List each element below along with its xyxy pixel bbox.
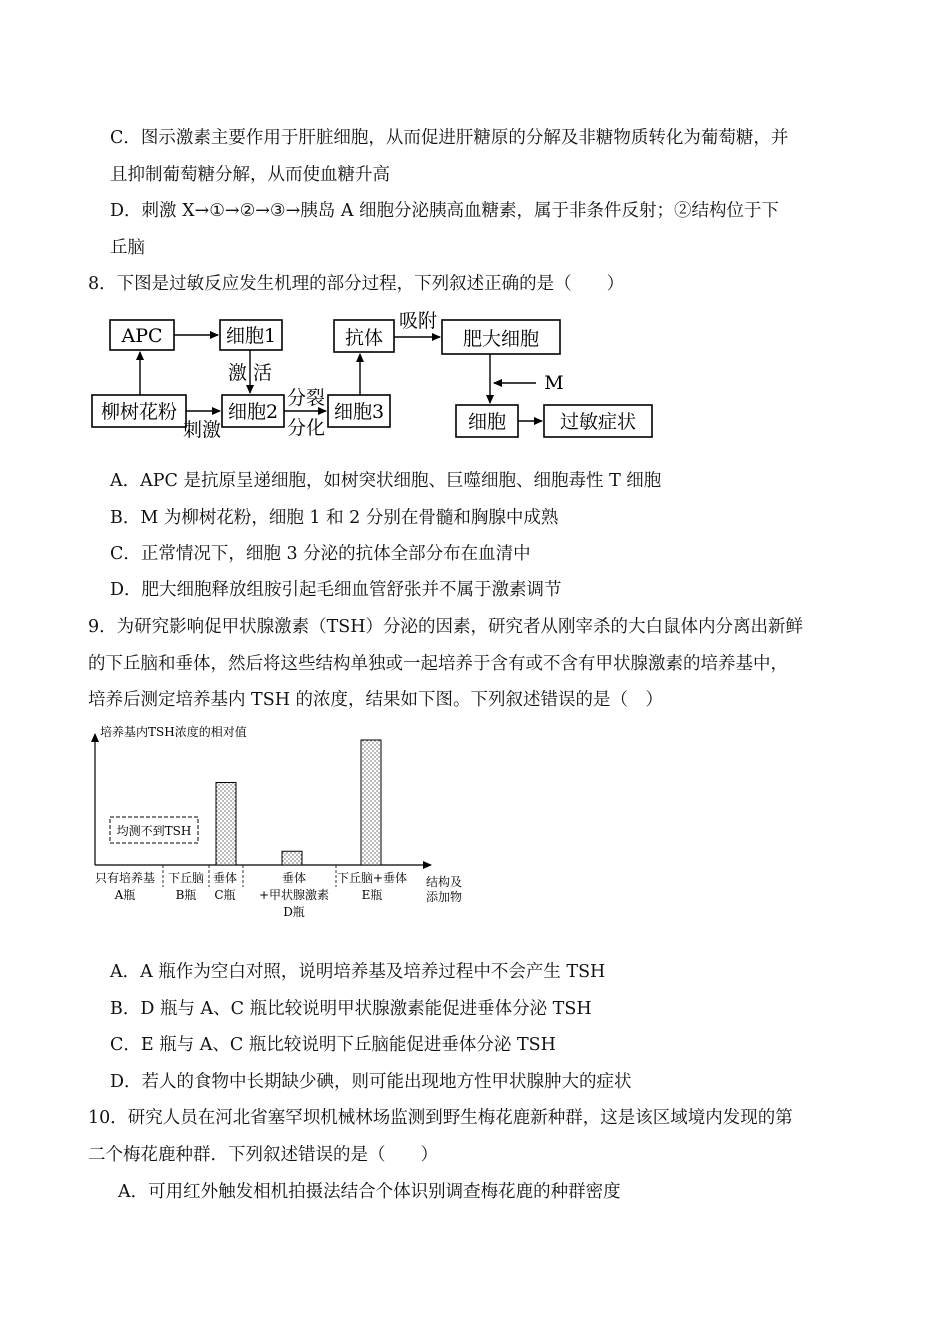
- bar-E瓶: [361, 740, 381, 865]
- q9-stem-line3: 培养后测定培养基内 TSH 的浓度，结果如下图。下列叙述错误的是（ ）: [88, 690, 664, 710]
- q9-stem-line2: 的下丘脑和垂体，然后将这些结构单独或一起培养于含有或不含有甲状腺激素的培养基中，: [88, 654, 788, 674]
- q10-option-a: A．可用红外触发相机拍摄法结合个体识别调查梅花鹿的种群密度: [118, 1182, 621, 1202]
- q10-stem-line1: 10．研究人员在河北省塞罕坝机械林场监测到野生梅花鹿新种群，这是该区域境内发现的第: [88, 1108, 793, 1128]
- allergy-flow-diagram: [88, 310, 668, 445]
- q9-option-a: A．A 瓶作为空白对照，说明培养基及培养过程中不会产生 TSH: [110, 962, 606, 982]
- divide-label: 分裂: [286, 387, 326, 409]
- x-axis-label-line1: 结构及: [426, 875, 463, 889]
- category-label: +甲状腺激素: [258, 888, 330, 902]
- q8-option-a: A．APC 是抗原呈递细胞，如树突状细胞、巨噬细胞、细胞毒性 T 细胞: [110, 471, 662, 491]
- mast-cell-label: 肥大细胞: [462, 328, 540, 350]
- q7-option-c-line1: C．图示激素主要作用于肝脏细胞，从而促进肝糖原的分解及非糖物质转化为葡萄糖，并: [110, 128, 789, 148]
- cell1-label: 细胞1: [225, 325, 277, 347]
- category-label: E瓶: [361, 888, 383, 902]
- q7-option-d-line2: 丘脑: [110, 238, 145, 258]
- m-label: M: [544, 372, 564, 394]
- cell2-label: 细胞2: [227, 401, 279, 423]
- q7-option-d-line1: D．刺激 X→①→②→③→胰岛 A 细胞分泌胰高血糖素，属于非条件反射；②结构位于下: [110, 201, 780, 221]
- q9-stem-line1: 9．为研究影响促甲状腺激素（TSH）分泌的因素，研究者从刚宰杀的大白鼠体内分离出新鲜: [88, 617, 804, 637]
- category-label: 只有培养基: [94, 871, 156, 885]
- antibody-label: 抗体: [344, 327, 384, 349]
- q7-option-c-line2: 且抑制葡萄糖分解，从而使血糖升高: [110, 165, 390, 185]
- q8-option-b: B．M 为柳树花粉，细胞 1 和 2 分别在骨髓和胸腺中成熟: [110, 508, 559, 528]
- activate-label: 激 活: [227, 362, 273, 384]
- category-label: 垂体: [212, 871, 238, 885]
- stimulate-label: 刺激: [182, 419, 222, 441]
- bar-C瓶: [216, 783, 236, 866]
- q9-option-c: C．E 瓶与 A、C 瓶比较说明下丘脑能促进垂体分泌 TSH: [110, 1035, 556, 1055]
- q9-option-d: D．若人的食物中长期缺少碘，则可能出现地方性甲状腺肿大的症状: [110, 1072, 632, 1092]
- q8-option-c: C．正常情况下，细胞 3 分泌的抗体全部分布在血清中: [110, 544, 531, 564]
- category-label: C瓶: [214, 888, 236, 902]
- category-label: A瓶: [114, 888, 136, 902]
- q8-stem: 8．下图是过敏反应发生机理的部分过程，下列叙述正确的是（ ）: [88, 274, 625, 294]
- category-label: 下丘脑: [167, 871, 205, 885]
- y-axis-label: 培养基内TSH浓度的相对值: [100, 725, 247, 739]
- apc-label: APC: [121, 325, 163, 347]
- category-label: 垂体: [281, 871, 307, 885]
- x-axis-label-line2: 添加物: [426, 890, 463, 904]
- q8-option-d: D．肥大细胞释放组胺引起毛细血管舒张并不属于激素调节: [110, 580, 562, 600]
- no-tsh-annotation: 均测不到TSH: [116, 824, 192, 838]
- bar-D瓶: [282, 851, 302, 865]
- category-label: 下丘脑+垂体: [336, 871, 408, 885]
- category-label: D瓶: [283, 905, 305, 919]
- adsorb-label: 吸附: [398, 310, 438, 332]
- q10-stem-line2: 二个梅花鹿种群．下列叙述错误的是（ ）: [88, 1145, 438, 1165]
- symptom-label: 过敏症状: [559, 411, 637, 433]
- cell3-label: 细胞3: [333, 401, 385, 423]
- category-label: B瓶: [175, 888, 197, 902]
- q9-option-b: B．D 瓶与 A、C 瓶比较说明甲状腺激素能促进垂体分泌 TSH: [110, 999, 592, 1019]
- cell-label: 细胞: [467, 411, 507, 433]
- tsh-bar-chart: [88, 722, 478, 932]
- differentiate-label: 分化: [286, 417, 326, 439]
- pollen-label: 柳树花粉: [100, 401, 178, 423]
